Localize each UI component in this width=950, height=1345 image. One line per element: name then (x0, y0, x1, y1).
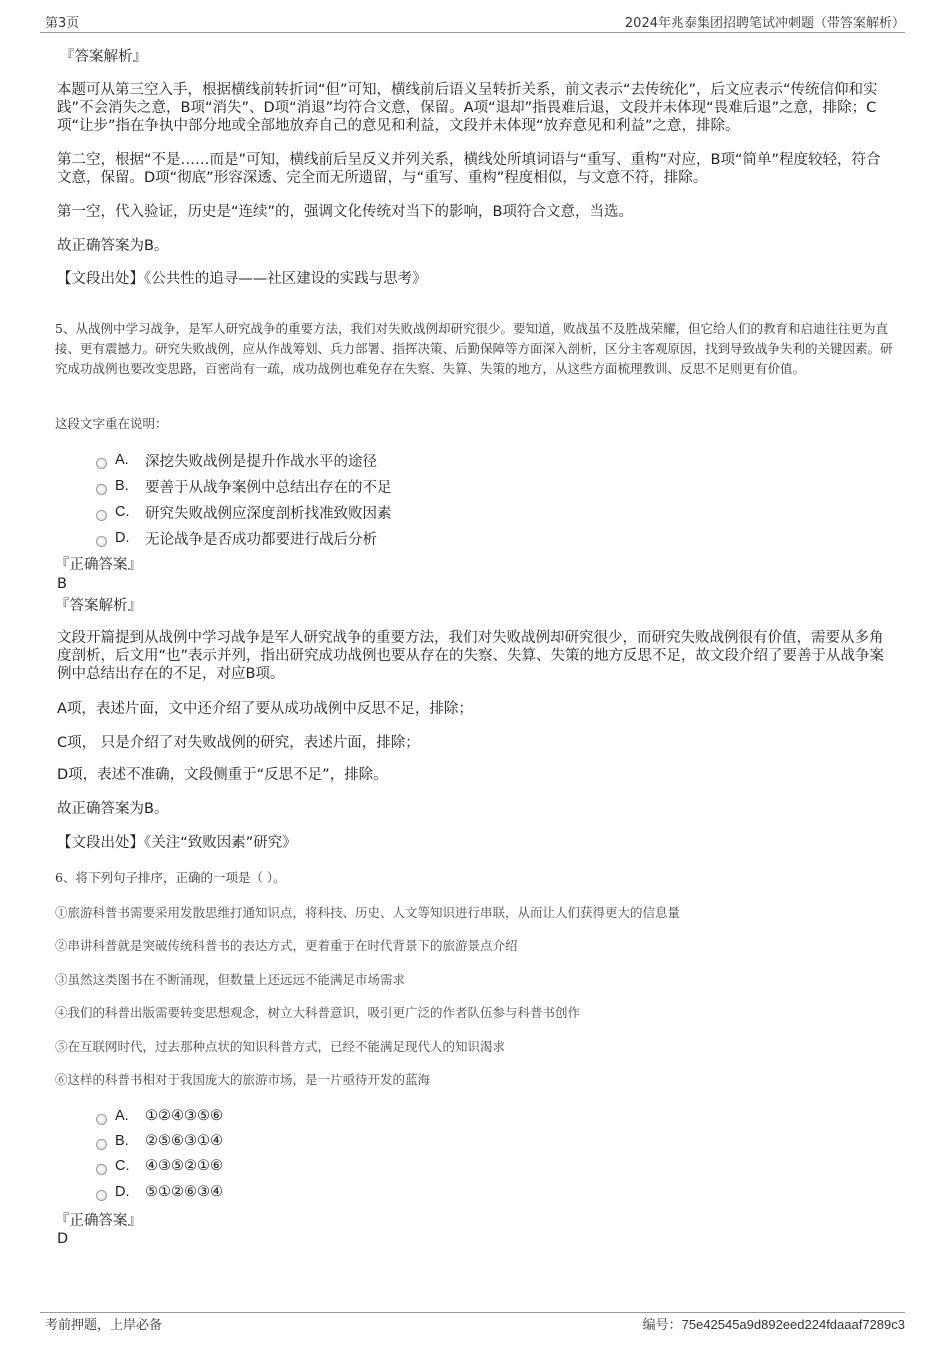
document-title: 2024年兆泰集团招聘笔试冲刺题（带答案解析） (624, 16, 905, 31)
option-letter: D. (115, 1184, 130, 1200)
radio-icon[interactable] (96, 1164, 107, 1175)
radio-icon[interactable] (96, 458, 107, 469)
analysis-paragraph: 第二空，根据“不是……而是”可知，横线前后呈反义并列关系，横线处所填词语与“重写、重构”对应，B项“简单”程度较轻，符合文意，保留。D项“彻底”形容深透、完全而无所遗留，与“重写、重构”程度相似，与文意不符，排除。 (57, 152, 881, 186)
statement-4: ④我们的科普出版需要转变思想观念，树立大科普意识，吸引更广泛的作者队伍参与科普书创作 (55, 1005, 581, 1020)
option-letter: A. (115, 1108, 129, 1124)
option-d[interactable] (96, 528, 377, 548)
analysis-paragraph: 本题可从第三空入手，根据横线前转折词“但”可知，横线前后语义呈转折关系，前文表示“去传统化”，后文应表示“传统信仰和实践”不会消失之意，B项“消失”、D项“消退”均符合文意，保留。A项“退却”指畏难后退，文段并未体现“畏难后退”之意，排除；C项“让步”指在争执中部分地或全部地放弃自己的意见和利益，文段并未体现“放弃意见和利益”之意，排除。 (57, 82, 878, 134)
source-citation: 【文段出处】《公共性的追寻——社区建设的实践与思考》 (57, 271, 427, 287)
option-text: ④③⑤②①⑥ (145, 1158, 223, 1174)
analysis-conclusion: 故正确答案为B。 (57, 238, 169, 254)
analysis-label: 『答案解析』 (60, 49, 147, 65)
statement-6: ⑥这样的科普书相对于我国庞大的旅游市场，是一片亟待开发的蓝海 (55, 1072, 431, 1087)
page-number: 第3页 (45, 16, 80, 31)
option-letter: B. (115, 478, 129, 494)
radio-icon[interactable] (96, 536, 107, 547)
option-a[interactable] (96, 1106, 223, 1126)
statement-2: ②串讲科普就是突破传统科普书的表达方式，更着重于在时代背景下的旅游景点介绍 (55, 938, 518, 953)
analysis-paragraph: D项，表述不准确，文段侧重于“反思不足”，排除。 (57, 767, 388, 783)
code-value: 75e42545a9d892eed224fdaaaf7289c3 (681, 1317, 905, 1332)
option-text: ⑤①②⑥③④ (145, 1184, 223, 1200)
correct-answer: D (57, 1231, 69, 1247)
analysis-paragraph: A项，表述片面，文中还介绍了要从成功战例中反思不足，排除； (57, 701, 473, 717)
option-d[interactable] (96, 1182, 223, 1202)
analysis-label: 『答案解析』 (55, 598, 142, 614)
radio-icon[interactable] (96, 1190, 107, 1201)
radio-icon[interactable] (96, 484, 107, 495)
option-a[interactable] (96, 450, 377, 470)
header-divider (40, 32, 905, 33)
question-5-stem: 5、从战例中学习战争，是军人研究战争的重要方法，我们对失败战例却研究很少。要知道，败战虽不及胜战荣耀，但它给人们的教育和启迪往往更为直接、更有震撼力。研究失败战例，应从作战筹划、兵力部署、指挥决策、后勤保障等方面深入剖析，区分主客观原因，找到导致战争失利的关键因素。研究成功战例也要改变思路，百密尚有一疏，成功战例也难免存在失察、失算、失策的地方，从这些方面梳理教训、反思不足则更有价值。 (55, 321, 893, 376)
radio-icon[interactable] (96, 1139, 107, 1150)
footer-slogan: 考前押题，上岸必备 (45, 1318, 163, 1333)
option-letter: C. (115, 1158, 130, 1174)
source-citation: 【文段出处】《关注“致败因素”研究》 (57, 835, 297, 851)
option-c[interactable] (96, 502, 392, 522)
statement-1: ①旅游科普书需要采用发散思维打通知识点，将科技、历史、人文等知识进行串联，从而让人们获得更大的信息量 (55, 905, 681, 920)
option-c[interactable] (96, 1156, 223, 1176)
footer-divider (40, 1312, 905, 1313)
document-code (643, 1314, 905, 1333)
option-text: 无论战争是否成功都要进行战后分析 (145, 531, 377, 548)
analysis-conclusion: 故正确答案为B。 (57, 801, 169, 817)
option-text: 要善于从战争案例中总结出存在的不足 (145, 479, 392, 496)
option-letter: D. (115, 530, 130, 546)
option-text: 深挖失败战例是提升作战水平的途径 (145, 453, 377, 470)
radio-icon[interactable] (96, 510, 107, 521)
code-label: 编号： (642, 1318, 682, 1333)
statement-5: ⑤在互联网时代，过去那种点状的知识科普方式，已经不能满足现代人的知识渴求 (55, 1039, 506, 1054)
option-letter: C. (115, 504, 130, 520)
analysis-paragraph: C项， 只是介绍了对失败战例的研究，表述片面，排除； (57, 735, 420, 751)
statement-3: ③虽然这类图书在不断涌现，但数量上还远远不能满足市场需求 (55, 972, 406, 987)
option-letter: A. (115, 452, 129, 468)
radio-icon[interactable] (96, 1114, 107, 1125)
correct-answer-label: 『正确答案』 (55, 557, 142, 573)
option-text: ①②④③⑤⑥ (145, 1108, 223, 1124)
option-letter: B. (115, 1133, 129, 1149)
option-text: ②⑤⑥③①④ (145, 1133, 223, 1149)
option-text: 研究失败战例应深度剖析找准致败因素 (145, 505, 392, 522)
correct-answer-label: 『正确答案』 (55, 1213, 142, 1229)
correct-answer: B (57, 576, 67, 592)
analysis-paragraph: 第一空，代入验证，历史是“连续”的，强调文化传统对当下的影响，B项符合文意，当选。 (57, 204, 633, 220)
option-b[interactable] (96, 476, 392, 496)
analysis-paragraph: 文段开篇提到从战例中学习战争是军人研究战争的重要方法，我们对失败战例却研究很少，而研究失败战例很有价值，需要从多角度剖析，后文用“也”表示并列，指出研究成功战例也要从存在的失察、失算、失策的地方反思不足，故文段介绍了要善于从战争案例中总结出存在的不足，对应B项。 (57, 630, 885, 682)
question-5-prompt: 这段文字重在说明： (55, 416, 168, 431)
question-6-stem: 6、将下列句子排序，正确的一项是（ ）。 (55, 870, 286, 885)
option-b[interactable] (96, 1131, 223, 1151)
